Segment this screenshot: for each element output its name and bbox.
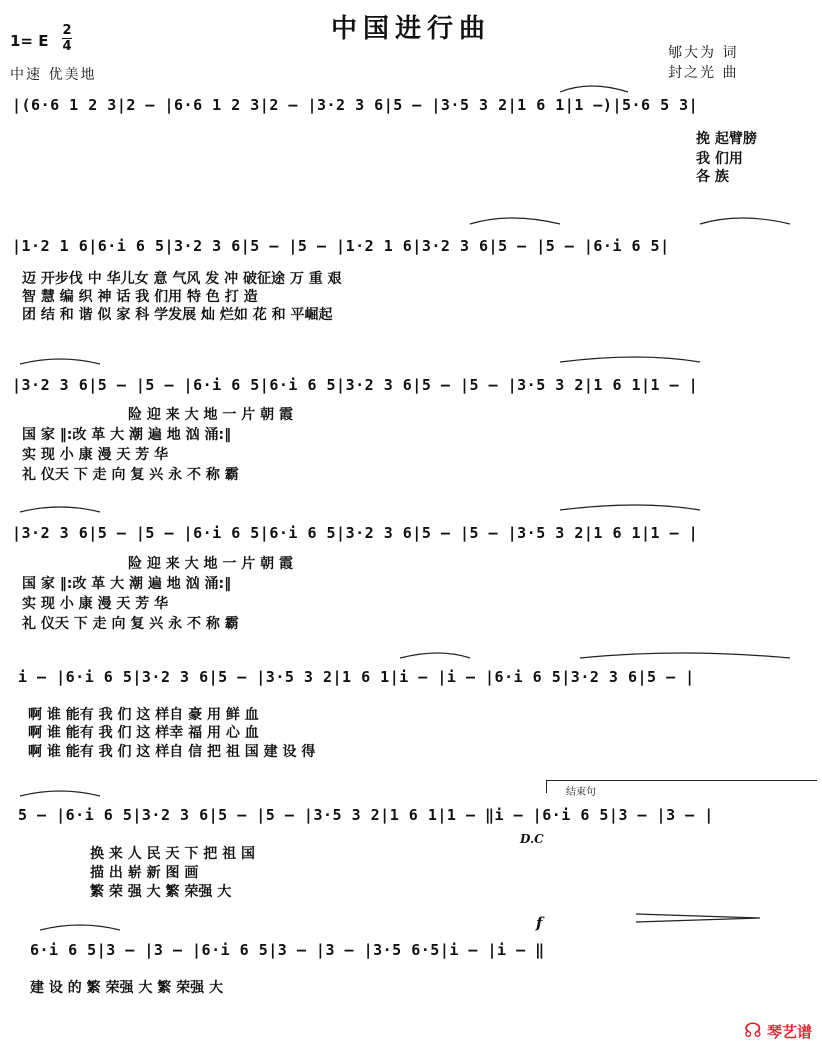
- lyric-line: 繁 荣 强 大 繁 荣强 大: [90, 884, 232, 900]
- lyric-line: 实 现 小 康 漫 天 芳 华: [22, 596, 169, 612]
- notation-row-5: i – |6·i 6 5|3·2 3 6|5 – |3·5 3 2|1 6 1|i – |i – |6·i 6 5|3·2 3 6|5 – |: [18, 668, 695, 686]
- lyric-line: 换 来 人 民 天 下 把 祖 国: [90, 846, 255, 862]
- score-title: 中国进行曲: [330, 14, 491, 44]
- lyric-line: 迈 开步伐 中 华儿女 意 气风 发 冲 破征途 万 重 艰: [22, 271, 342, 287]
- lyric-line: 各 族: [696, 169, 729, 185]
- notation-row-6: 5 – |6·i 6 5|3·2 3 6|5 – |5 – |3·5 3 2|1 6 1|1 – ‖i – |6·i 6 5|3 – |3 – |: [18, 806, 714, 824]
- watermark: [744, 1018, 812, 1042]
- notation-row-2: |1·2 1 6|6·i 6 5|3·2 3 6|5 – |5 – |1·2 1 6|3·2 3 6|5 – |5 – |6·i 6 5|: [12, 237, 670, 255]
- lyric-line: 险 迎 来 大 地 一 片 朝 霞: [128, 407, 293, 423]
- notation-row-4: |3·2 3 6|5 – |5 – |6·i 6 5|6·i 6 5|3·2 3 6|5 – |5 – |3·5 3 2|1 6 1|1 – |: [12, 524, 699, 542]
- lyric-line: 啊 谁 能有 我 们 这 样幸 福 用 心 血: [28, 725, 259, 741]
- tempo-marking: 中速 优美地: [10, 67, 97, 83]
- lyric-line: 国 家 ‖:改 革 大 潮 遍 地 汹 涌:‖: [22, 576, 232, 592]
- notation-row-1: |(6·6 1 2 3|2 – |6·6 1 2 3|2 – |3·2 3 6|5 – |3·5 3 2|1 6 1|1 –)|5·6 5 3|: [12, 96, 699, 114]
- lyric-line: 啊 谁 能有 我 们 这 样自 豪 用 鲜 血: [28, 707, 259, 723]
- lyric-line: 礼 仪天 下 走 向 复 兴 永 不 称 霸: [22, 467, 239, 483]
- lyric-line: 建 设 的 繁 荣强 大 繁 荣强 大: [30, 980, 223, 996]
- lyric-line: 智 慧 编 织 神 话 我 们用 特 色 打 造: [22, 289, 258, 305]
- notation-row-3: |3·2 3 6|5 – |5 – |6·i 6 5|6·i 6 5|3·2 3 6|5 – |5 – |3·5 3 2|1 6 1|1 – |: [12, 376, 699, 394]
- lyric-line: 挽 起臂膀: [696, 131, 757, 147]
- time-sig-numerator: 2: [62, 23, 72, 38]
- dynamic-marking: f: [536, 914, 543, 932]
- lyric-line: 描 出 崭 新 图 画: [90, 865, 199, 881]
- watermark-text: 琴艺谱: [766, 1023, 812, 1041]
- ending-label: 结束句: [566, 787, 596, 798]
- time-sig-denominator: 4: [62, 39, 72, 54]
- dc-marking: D.C: [520, 832, 544, 846]
- lyric-line: 险 迎 来 大 地 一 片 朝 霞: [128, 556, 293, 572]
- ks-logo-icon: ☊: [743, 1018, 762, 1042]
- lyric-line: 国 家 ‖:改 革 大 潮 遍 地 汹 涌:‖: [22, 427, 232, 443]
- lyricist-credit: 郇大为 词: [668, 45, 739, 61]
- lyric-line: 实 现 小 康 漫 天 芳 华: [22, 447, 169, 463]
- composer-credit: 封之光 曲: [668, 65, 739, 81]
- lyric-line: 啊 谁 能有 我 们 这 样自 信 把 祖 国 建 设 得: [28, 744, 316, 760]
- lyric-line: 我 们用: [696, 151, 743, 167]
- notation-row-7: 6·i 6 5|3 – |3 – |6·i 6 5|3 – |3 – |3·5 6·5|i – |i – ‖: [30, 941, 545, 959]
- lyric-line: 团 结 和 谐 似 家 科 学发展 灿 烂如 花 和 平崛起: [22, 307, 333, 323]
- key-signature: 1= E: [10, 32, 49, 50]
- lyric-line: 礼 仪天 下 走 向 复 兴 永 不 称 霸: [22, 616, 239, 632]
